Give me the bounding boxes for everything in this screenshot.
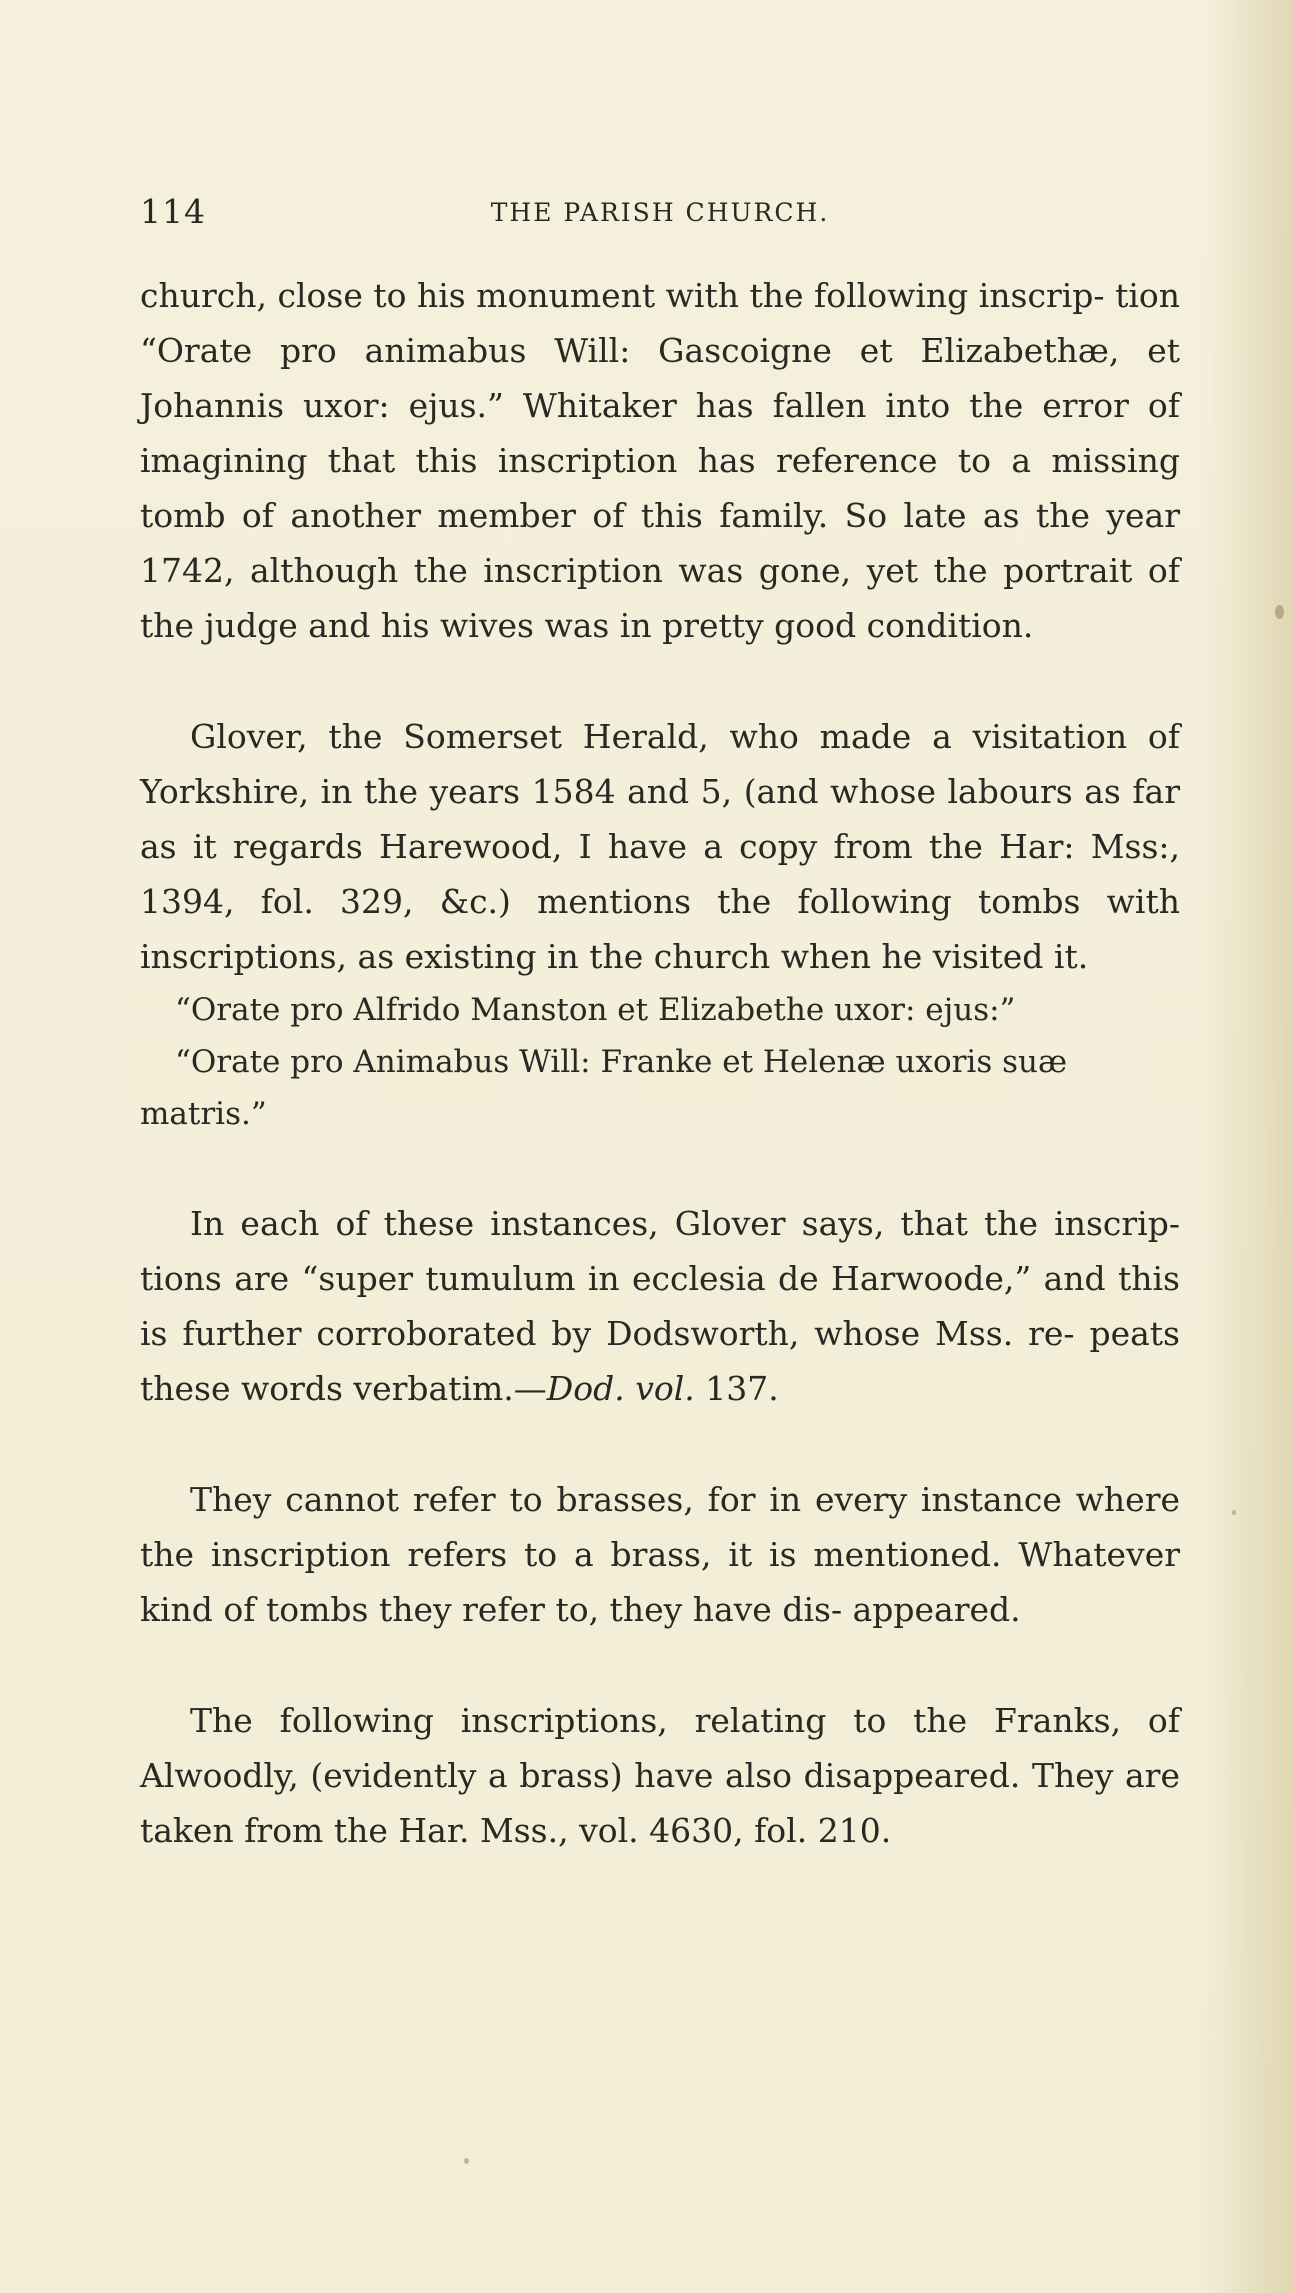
page-number: 114 [140, 192, 206, 231]
quote-1: “Orate pro Alfrido Manston et Elizabethe uxor: ejus:” [175, 992, 1016, 1028]
page-header [140, 192, 1180, 232]
paper-speck [1232, 1510, 1236, 1515]
paragraph-3-text: In each of these instances, Glover says, that the inscrip- tions are “super tumulum in ecclesia de Harwoode,” and this is further corroborated by Dodsworth, whose Mss. re- peats these words verbatim.— [140, 1204, 1180, 1408]
dodsworth-reference-number: 137. [694, 1369, 779, 1408]
running-head: THE PARISH CHURCH. [490, 198, 830, 227]
quote-2: “Orate pro Animabus Will: Franke et Helenæ uxoris suæ matris.” [140, 1044, 1068, 1132]
paragraph-2: Glover, the Somerset Herald, who made a visitation of Yorkshire, in the years 1584 and 5, (and whose labours as far as it regards Harewood, I have a copy from the Har: Mss:, 1394, fol. 329, &c.) mentions the following tombs with inscriptions, as existing in the church when he visited it. [140, 717, 1180, 976]
paper-speck [1275, 605, 1284, 619]
paragraph-1: church, close to his monument with the following inscrip- tion “Orate pro animabus Will: Gascoigne et Elizabethæ, et Johannis uxor: ejus.” Whitaker has fallen into the error of imagining that this inscription has reference to a missing tomb of another member of this family. So late as the year 1742, although the inscription was gone, yet the portrait of the judge and his wives was in pretty good condition. [140, 276, 1180, 645]
paragraph-4: They cannot refer to brasses, for in every instance where the inscription refers to a brass, it is mentioned. Whatever kind of tombs they refer to, they have dis- appeared. [140, 1480, 1180, 1629]
paper-speck [464, 2158, 469, 2164]
body-text [140, 268, 1180, 1858]
paragraph-5: The following inscriptions, relating to the Franks, of Alwoodly, (evidently a brass) have also disappeared. They are taken from the Har. Mss., vol. 4630, fol. 210. [140, 1701, 1180, 1850]
paragraph-3 [140, 1196, 1180, 1416]
dodsworth-reference: Dod. vol. [546, 1369, 695, 1408]
